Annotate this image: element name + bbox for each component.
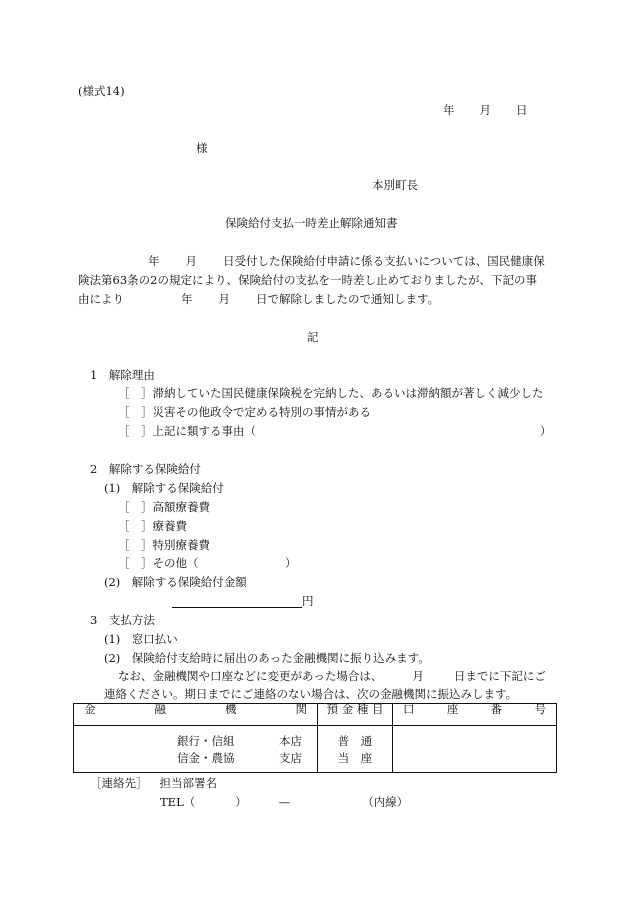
deposit-type-cell[interactable] [318,726,393,773]
bank-table-body [74,726,557,773]
intro-line-2: 険法第63条の2の規定により、保険給付の支払を一時差し止めておりましたが、下記の事 [78,273,537,287]
intro-line-3 [78,294,439,306]
section3-sub2: (2) 保険給付支給時に届出のあった金融機関に振り込みます。 [104,651,430,665]
section2-heading: 2 解除する保険給付 [90,462,201,476]
header-deposit-type [318,704,393,726]
section1-item-3: ［ ］上記に類する事由（ [118,424,256,438]
intro-month: 月 [185,254,197,268]
issuer: 本別町長 [372,178,418,192]
header-text: 預 金 種 目 [326,702,384,716]
header-account-number [393,704,557,726]
section3-note-2: 連絡ください。期日までにご連絡のない場合は、次の金融機関に振込みします。 [104,687,518,701]
date-month: 月 [479,103,491,117]
intro-reason: 由により [78,292,124,306]
header-char: 座 [446,702,459,716]
intro-text-3: 日で解除しましたので通知します。 [256,292,440,306]
ki-heading: 記 [307,330,319,344]
note-text-a: なお、金融機関や口座などに変更があった場合は、 [118,669,383,683]
header-financial-institution [74,704,318,726]
benefit-item-1: ［ ］高額療養費 [118,500,210,514]
financial-institution-cell[interactable] [74,726,318,773]
branch-type-2: 支店 [279,750,302,765]
section1-close-paren: ） [540,424,552,438]
section1-item-2: ［ ］災害その他政令で定める特別の事情がある [118,405,371,419]
intro-text-1: 日受付した保険給付申請に係る支払いについては、国民健康保 [223,254,545,268]
benefit-other-close: ） [285,556,297,570]
header-char: 口 [403,702,415,716]
date-year: 年 [443,103,455,117]
contact-dept: 担当部署名 [159,776,217,790]
benefit-item-2: ［ ］療養費 [118,519,187,533]
section2-sub2: (2) 解除する保険給付金額 [104,575,247,589]
benefit-item-4: ［ ］その他（ [118,556,199,570]
note-text-c: 日までに下記にご [453,669,546,683]
account-number-cell[interactable] [393,726,557,773]
form-number: (様式14) [78,84,125,98]
addressee-suffix: 様 [196,141,208,155]
deposit-type-2: 当 座 [337,750,373,765]
date-day: 日 [516,103,528,117]
amount-field[interactable] [172,596,302,608]
contact-tel-close: ） [235,795,247,809]
intro-year: 年 [148,254,160,268]
yen-unit: 円 [302,594,314,608]
note-month: 月 [412,669,424,683]
section3-sub1: (1) 窓口払い [104,632,178,646]
intro-line-1 [148,256,545,268]
section2-sub1: (1) 解除する保険給付 [104,481,224,495]
section3-note-1 [118,671,546,683]
intro-month-2: 月 [218,292,230,306]
bank-type-1: 銀行・信組 [177,734,235,748]
header-char: 金 [84,702,96,716]
section1-item-1: ［ ］滞納していた国民健康保険税を完納した、あるいは滞納額が著しく減少した [118,386,544,400]
header-char: 融 [154,702,166,716]
date-line [443,105,528,117]
header-char: 関 [295,702,307,716]
bank-type-2: 信金・農協 [177,750,235,765]
intro-year-2: 年 [181,292,193,306]
deposit-type-1: 普 通 [337,734,373,748]
section1-heading: 1 解除理由 [90,368,155,382]
benefit-item-3: ［ ］特別療養費 [118,538,210,552]
bank-table [73,703,557,773]
branch-type-1: 本店 [279,734,302,748]
header-char: 番 [490,702,503,716]
document-title: 保険給付支払一時差止解除通知書 [225,216,398,230]
contact-dash: — [278,795,291,809]
contact-tel-line [160,797,408,809]
header-char: 機 [225,702,237,716]
section3-heading: 3 支払方法 [90,613,155,627]
contact-label: ［連絡先］ [90,776,148,790]
header-char: 号 [534,702,546,716]
contact-line [90,778,217,790]
contact-ext: （内線） [362,795,409,809]
bank-table-header [74,704,557,726]
contact-tel: TEL（ [160,795,196,809]
